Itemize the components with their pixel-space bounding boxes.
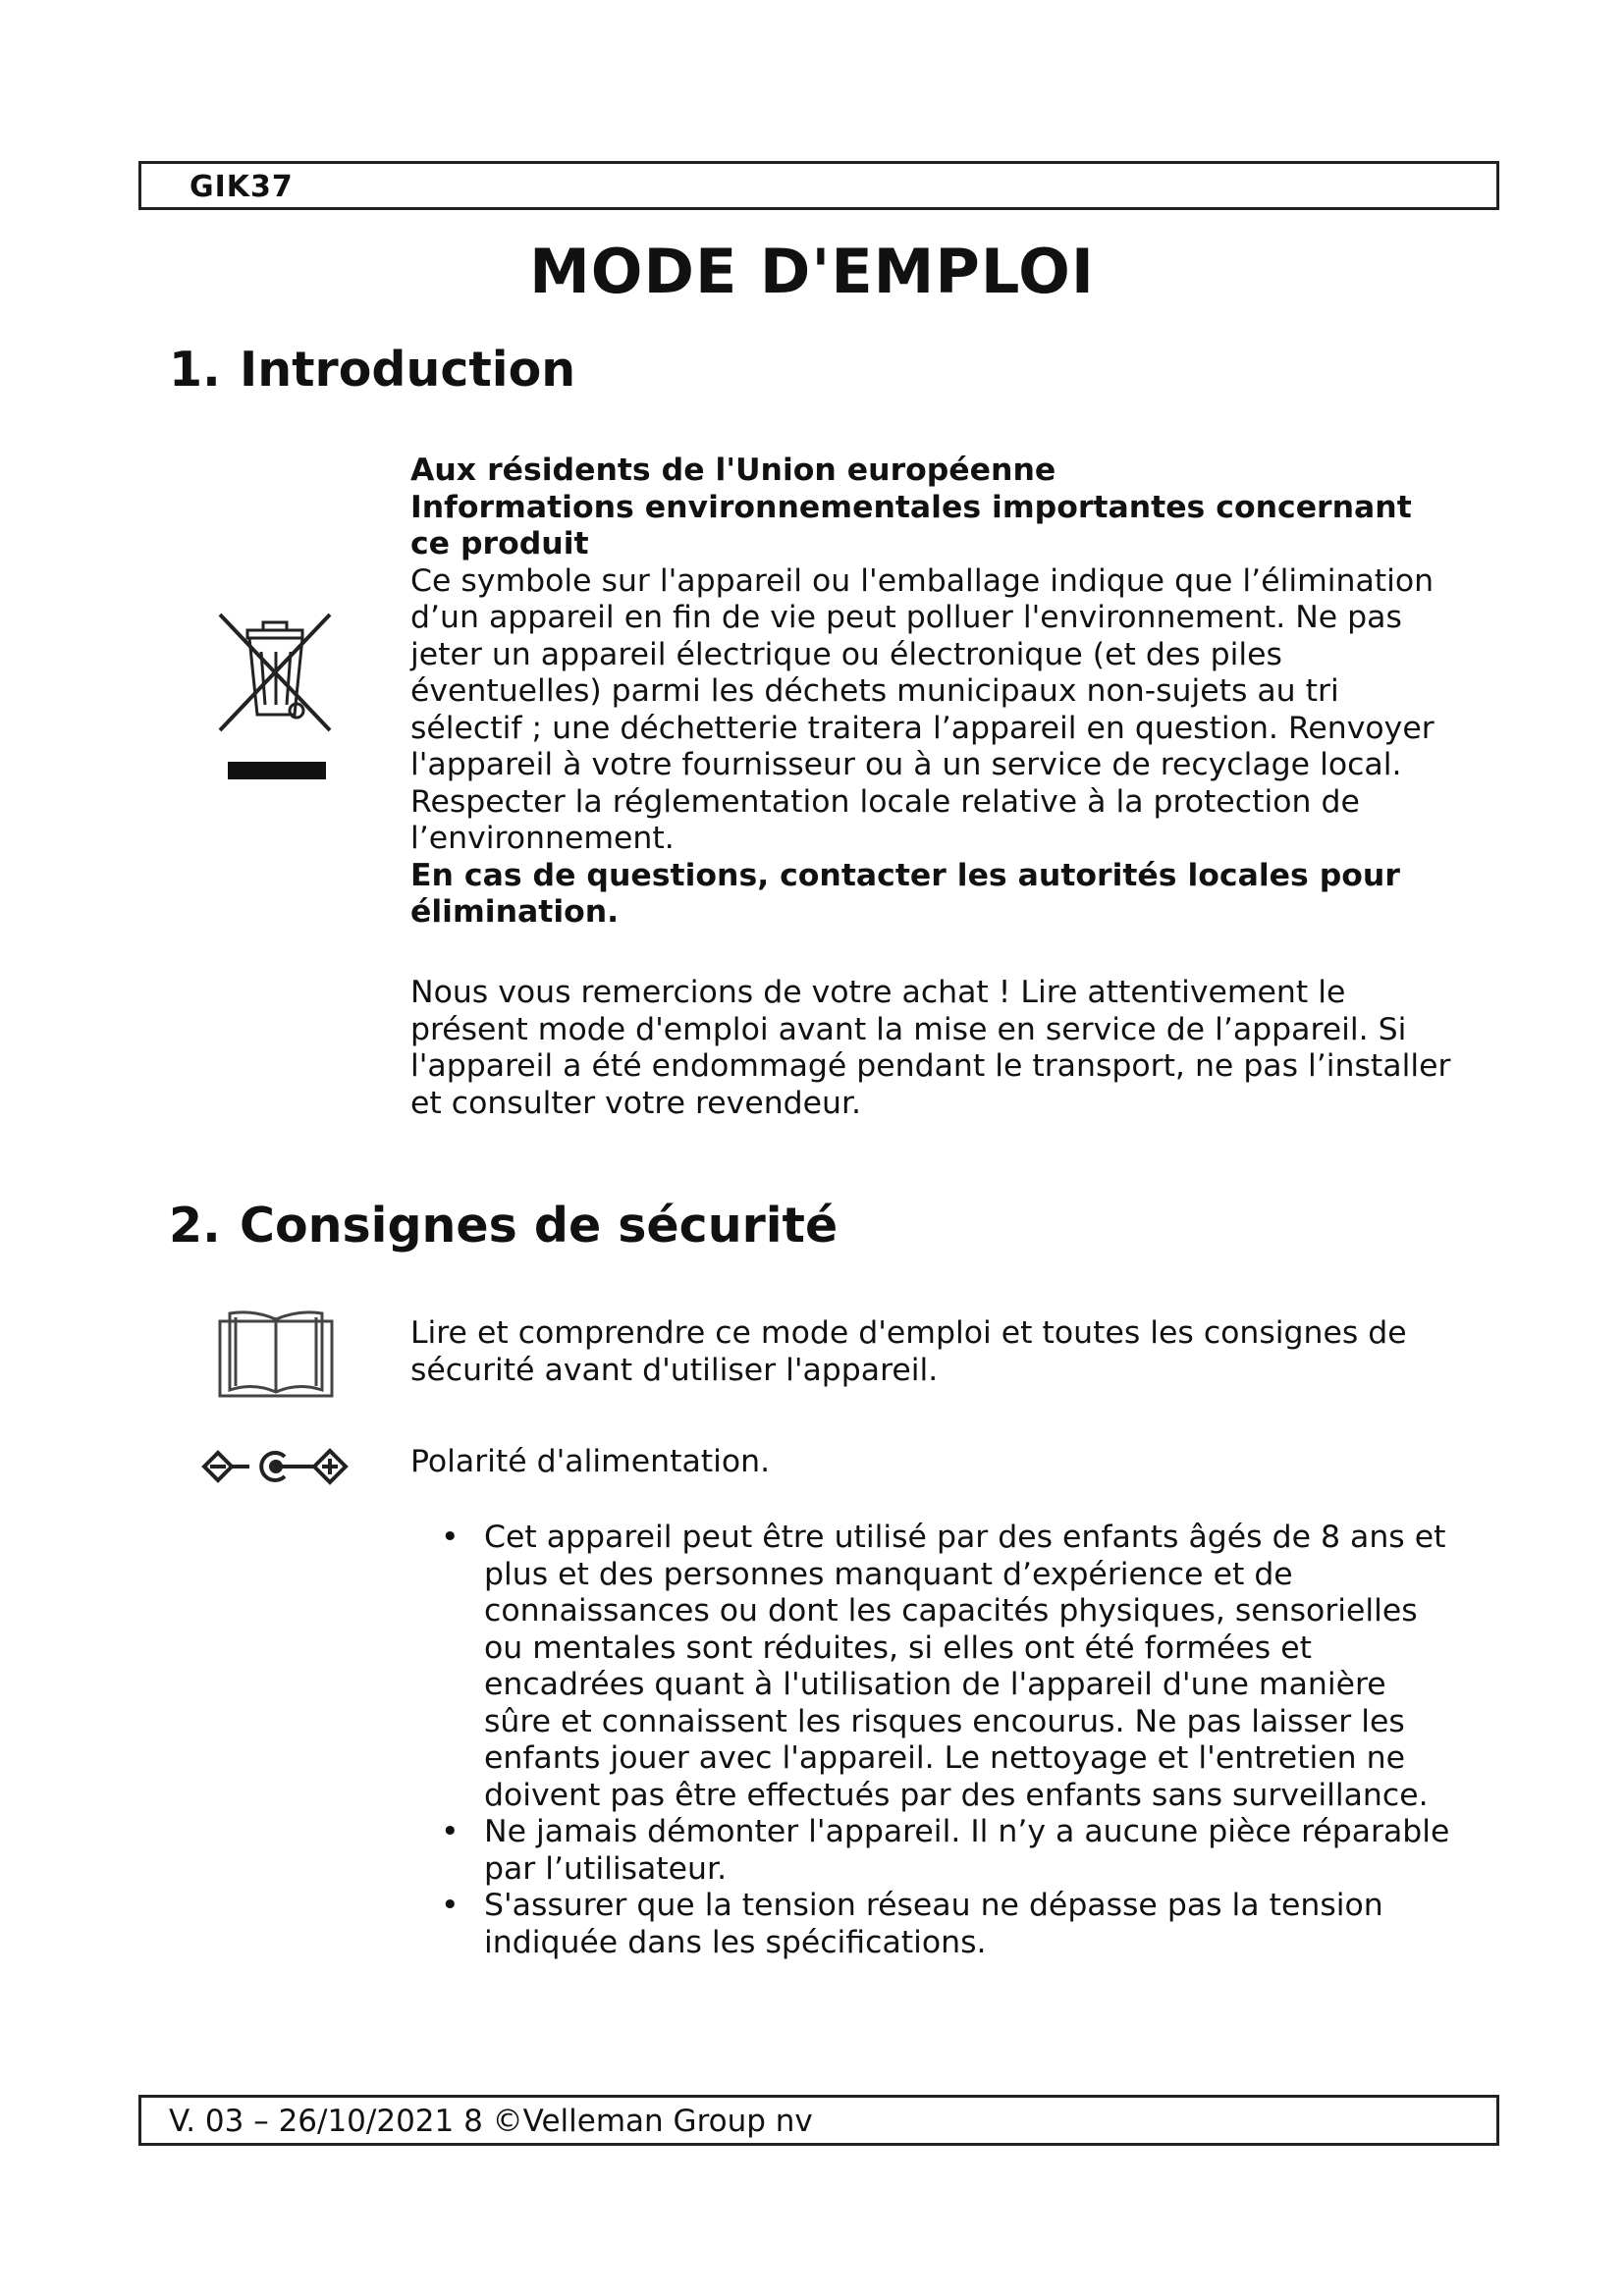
safety-bullet (410, 1814, 1461, 1888)
thanks-paragraph (410, 975, 1451, 1122)
weee-notice (410, 453, 1451, 932)
thanks-text: Nous vous remercions de votre achat ! Lire attentivement le présent mode d'emploi avant la mise en service de l’appareil. Si l'appareil a été endommagé pendant le transport, ne pas l’installer et consulter votre revendeur. (410, 975, 1451, 1121)
section-heading-introduction (169, 342, 575, 398)
document-title: MODE D'EMPLOI (529, 236, 1095, 307)
read-manual-text: Lire et comprendre ce mode d'emploi et toutes les consignes de sécurité avant d'utiliser l'appareil. (410, 1315, 1407, 1388)
section-number: 1. (169, 342, 221, 398)
safety-bullet (410, 1520, 1461, 1814)
section-number: 2. (169, 1198, 221, 1254)
safety-bullet-list (410, 1520, 1461, 1961)
safety-bullet-text: Cet appareil peut être utilisé par des enfants âgés de 8 ans et plus et des personnes manquant d’expérience et de connaissances ou dont les capacités physiques, sensorielles ou mentales sont réduites, si elles ont été formées et encadrées quant à l'utilisation de l'appareil d'une manière sûre et connaissent les risques encourus. Ne pas laisser les enfants jouer avec l'appareil. Le nettoyage et l'entretien ne doivent pas être effectués par des enfants sans surveillance. (484, 1520, 1446, 1813)
footer-box (138, 2095, 1499, 2146)
read-manual-icon (218, 1309, 334, 1400)
bullet-dot: • (441, 1520, 460, 1555)
polarity-notice (410, 1444, 1451, 1481)
weee-heading-environment: Informations environnementales importantes concernant ce produit (410, 489, 1412, 561)
weee-body: Ce symbole sur l'appareil ou l'emballage indique que l’élimination d’un appareil en fin de vie peut polluer l'environnement. Ne pas jeter un appareil électrique ou électronique (et des piles éventuelles) parmi les déchets municipaux non-sujets au tri sélectif ; une déchetterie traitera l’appareil en question. Renvoyer l'appareil à votre fournisseur ou à un service de recyclage local. Respecter la réglementation locale relative à la protection de l’environnement. (410, 562, 1435, 856)
section-title: Introduction (240, 342, 576, 398)
weee-heading-residents: Aux résidents de l'Union européenne (410, 453, 1056, 488)
safety-bullet-text: S'assurer que la tension réseau ne dépasse pas la tension indiquée dans les spécifications. (484, 1888, 1383, 1960)
bullet-dot: • (441, 1888, 460, 1923)
header-box (138, 161, 1499, 210)
footer-text: V. 03 – 26/10/2021 8 ©Velleman Group nv (169, 2104, 813, 2139)
weee-contact: En cas de questions, contacter les autorités locales pour élimination. (410, 857, 1400, 930)
polarity-text: Polarité d'alimentation. (410, 1444, 771, 1479)
weee-bin-icon (214, 609, 338, 785)
read-manual-notice (410, 1315, 1451, 1389)
safety-bullet-text: Ne jamais démonter l'appareil. Il n’y a aucune pièce réparable par l’utilisateur. (484, 1814, 1450, 1887)
polarity-icon (198, 1447, 353, 1486)
safety-bullet (410, 1888, 1461, 1961)
model-number: GIK37 (189, 170, 294, 204)
bullet-dot: • (441, 1814, 460, 1849)
section-heading-safety (169, 1198, 838, 1254)
section-title: Consignes de sécurité (240, 1198, 839, 1254)
